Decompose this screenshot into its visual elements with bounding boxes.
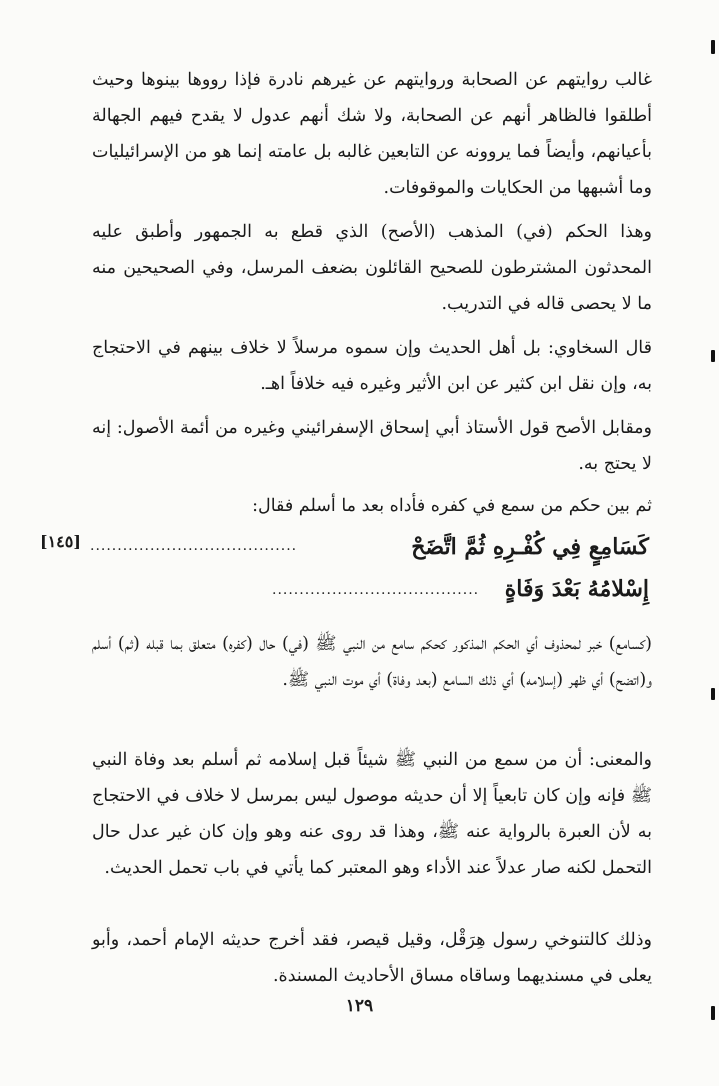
page-number: ١٢٩ [345, 996, 374, 1016]
verse-dots-2: ...................................... [272, 582, 480, 598]
paragraph-2: وهذا الحكم (في) المذهب (الأصح) الذي قطع به الجمهور وأطبق عليه المحدثون المشترطون للصحيح القائلون بضعف المرسل، وفي الصحيحين منه ما لا يحصى قاله في التدريب. [92, 222, 652, 314]
scan-edge-mark [711, 350, 715, 362]
paragraph-6: (كسامع) خبر لمحذوف أي الحكم المذكور كحكم سامع من النبي ﷺ (في) حال (كفره) متعلق بما قبله (ثم) أسلم و(اتضح) أي ظهر (إسلامه) أي ذلك السامع (بعد وفاة) أي موت النبي ﷺ. [92, 634, 652, 690]
scan-edge-mark [711, 40, 715, 54]
paragraph-3: قال السخاوي: بل أهل الحديث وإن سموه مرسلاً لا خلاف بينهم في الاحتجاج به، وإن نقل ابن كثير عن ابن الأثير وغيره فيه خلافاً اهـ. [92, 338, 652, 394]
paragraph-7: والمعنى: أن من سمع من النبي ﷺ شيئاً قبل إسلامه ثم أسلم بعد وفاة النبي ﷺ فإنه وإن كان تابعياً إلا أن حديثه موصول ليس بمرسل لا خلاف في الاحتجاج به لأن العبرة بالرواية عنه ﷺ، وهذا قد روى عنه وهو وإن كان غير عدل حال التحمل لكنه صار عدلاً عند الأداء وهو المعتبر كما يأتي في باب تحمل الحديث. [92, 750, 652, 878]
paragraph-4: ومقابل الأصح قول الأستاذ أبي إسحاق الإسفرائيني وغيره من أئمة الأصول: إنه لا يحتج به. [92, 418, 652, 474]
paragraph-8: وذلك كالتنوخي رسول هِرَقْل، وقيل قيصر، فقد أخرج حديثه الإمام أحمد، وأبو يعلى في مسنديهما وساقاه مساق الأحاديث المسندة. [92, 930, 652, 986]
verse-line-2: إِسْلامُهُ بَعْدَ وَفَاةٍ [504, 576, 649, 602]
paragraph-1: غالب روايتهم عن الصحابة وروايتهم عن غيرهم نادرة فإذا رووها بينوها وحيث أطلقوا فالظاهر أنهم عن الصحابة، ولا شك أنهم عدول لا يقدح فيهم الجهالة بأعيانهم، وأيضاً فما يروونه عن التابعين غالبه بل عامته إنما هو من الإسرائيليات وما أشبهها من الحكايات والموقوفات. [92, 70, 652, 198]
paragraph-5: ثم بين حكم من سمع في كفره فأداه بعد ما أسلم فقال: [252, 496, 652, 516]
scan-edge-mark [711, 1006, 715, 1020]
scan-edge-mark [711, 688, 715, 700]
verse-line-1: كَسَامِعٍ فِي كُفْـرِهِ ثُمَّ اتَّضَحْ [411, 534, 649, 560]
verse-number: [١٤٥] [40, 532, 81, 551]
verse-dots-1: ...................................... [90, 538, 298, 554]
